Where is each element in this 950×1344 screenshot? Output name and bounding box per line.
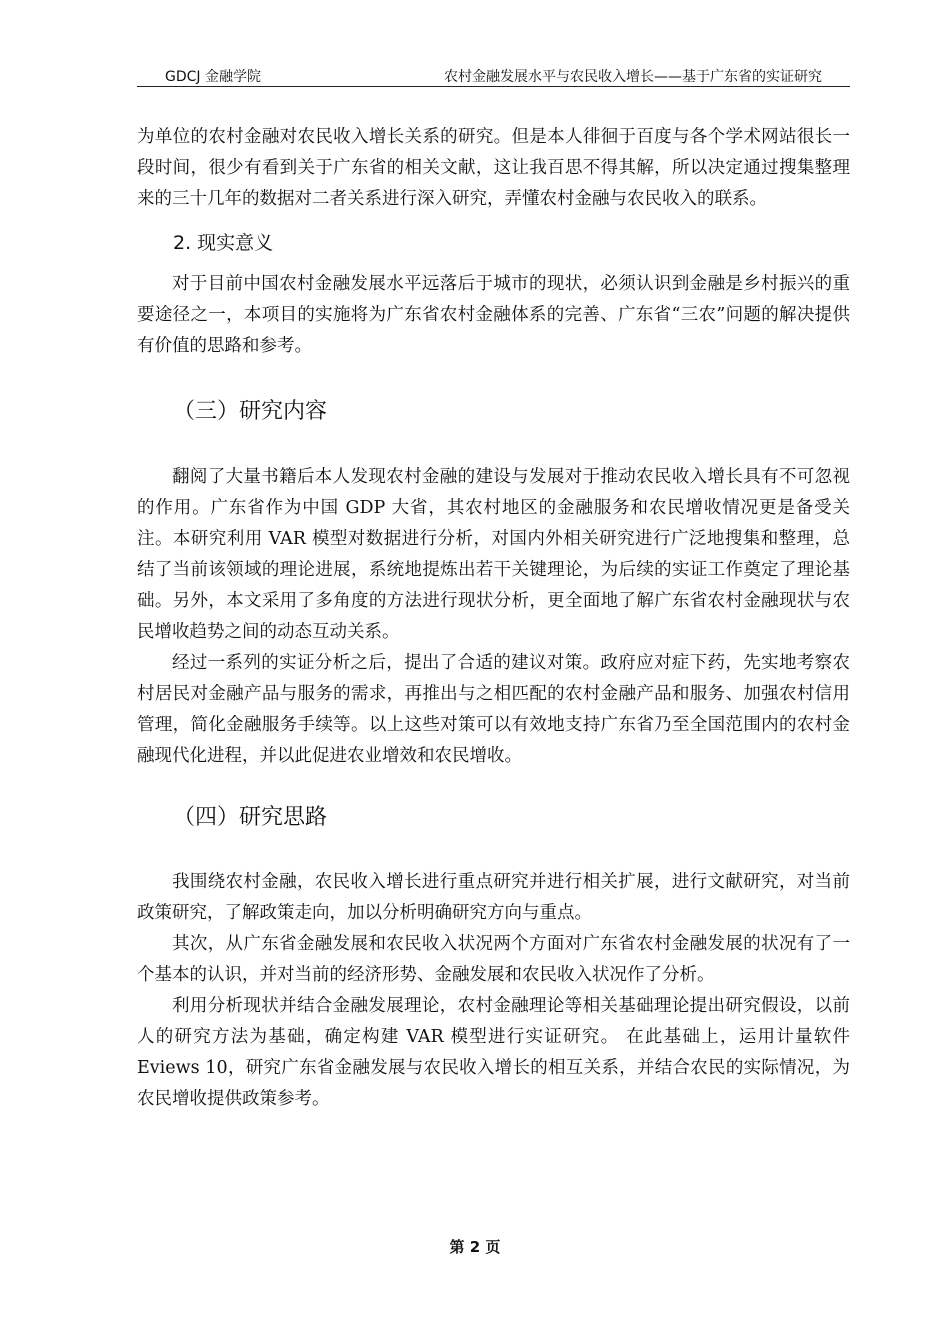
paragraph-research-approach-1: 我围绕农村金融，农民收入增长进行重点研究并进行相关扩展，进行文献研究，对当前政策研究，了解政策走向，加以分析明确研究方向与重点。 <box>137 872 850 923</box>
paragraph-practical-significance: 对于目前中国农村金融发展水平远落后于城市的现状，必须认识到金融是乡村振兴的重要途径之一，本项目的实施将为广东省农村金融体系的完善、广东省“三农”问题的解决提供有价值的思路和参考。 <box>137 274 850 356</box>
page-number: 第 2 页 <box>449 1238 501 1256</box>
heading-research-content: （三）研究内容 <box>173 399 328 424</box>
paragraph-research-content-2: 经过一系列的实证分析之后，提出了合适的建议对策。政府应对症下药，先实地考察农村居民对金融产品与服务的需求，再推出与之相匹配的农村金融产品和服务、加强农村信用管理，简化金融服务手续等。以上这些对策可以有效地支持广东省乃至全国范围内的农村金融现代化进程，并以此促进农业增效和农民增收。 <box>137 653 850 766</box>
heading-practical-significance: 2. 现实意义 <box>173 232 274 254</box>
header-institution: GDCJ 金融学院 <box>165 69 261 85</box>
heading-research-approach: （四）研究思路 <box>173 805 328 830</box>
paragraph-continued: 为单位的农村金融对农民收入增长关系的研究。但是本人徘徊于百度与各个学术网站很长一段时间，很少有看到关于广东省的相关文献，这让我百思不得其解，所以决定通过搜集整理来的三十几年的数据对二者关系进行深入研究，弄懂农村金融与农民收入的联系。 <box>137 127 850 209</box>
paragraph-research-approach-2: 其次，从广东省金融发展和农民收入状况两个方面对广东省农村金融发展的状况有了一个基本的认识，并对当前的经济形势、金融发展和农民收入状况作了分析。 <box>137 934 850 985</box>
page-header <box>137 66 850 87</box>
header-paper-title: 农村金融发展水平与农民收入增长——基于广东省的实证研究 <box>444 69 822 85</box>
page-body <box>137 122 850 1115</box>
paragraph-research-approach-3: 利用分析现状并结合金融发展理论，农村金融理论等相关基础理论提出研究假设，以前人的研究方法为基础，确定构建 VAR 模型进行实证研究。 在此基础上，运用计量软件 Eviews 10，研究广东省金融发展与农民收入增长的相互关系，并结合农民的实际情况，为农民增收提供政策参考。 <box>137 996 850 1109</box>
paragraph-research-content-1: 翻阅了大量书籍后本人发现农村金融的建设与发展对于推动农民收入增长具有不可忽视的作用。广东省作为中国 GDP 大省，其农村地区的金融服务和农民增收情况更是备受关注。本研究利用 VAR 模型对数据进行分析，对国内外相关研究进行广泛地搜集和整理，总结了当前该领域的理论进展，系统地提炼出若干关键理论，为后续的实证工作奠定了理论基础。另外，本文采用了多角度的方法进行现状分析，更全面地了解广东省农村金融现状与农民增收趋势之间的动态互动关系。 <box>137 467 850 642</box>
